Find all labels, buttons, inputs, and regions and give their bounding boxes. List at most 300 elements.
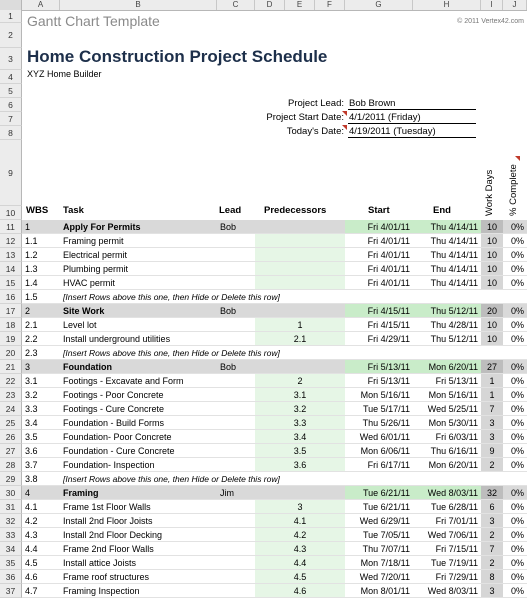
lead-cell[interactable]: Bob xyxy=(220,361,237,372)
task-cell[interactable]: [Insert Rows above this one, then Hide or Delete this row] xyxy=(63,347,280,358)
column-header-f[interactable]: F xyxy=(315,0,345,10)
select-all-corner[interactable] xyxy=(0,0,22,10)
start-date-cell[interactable]: Wed 6/01/11 xyxy=(359,431,410,442)
task-cell[interactable]: HVAC permit xyxy=(63,277,115,288)
row-cells xyxy=(22,402,527,416)
comment-indicator-icon[interactable] xyxy=(342,111,347,116)
lead-cell[interactable] xyxy=(217,514,255,527)
start-date-cell[interactable]: Thu 5/26/11 xyxy=(362,417,410,428)
row-cells xyxy=(22,262,527,276)
wbs-cell[interactable]: 3.1 xyxy=(25,375,38,386)
end-date-cell[interactable]: Thu 4/14/11 xyxy=(430,277,478,288)
row-number[interactable]: 15 xyxy=(0,276,22,290)
row-number[interactable]: 6 xyxy=(0,98,22,112)
row-number[interactable]: 16 xyxy=(0,290,22,304)
predecessors-cell[interactable]: 3.2 xyxy=(255,402,345,415)
predecessors-cell[interactable] xyxy=(255,234,345,247)
wbs-cell[interactable]: 4.1 xyxy=(25,501,38,512)
row-cells xyxy=(22,290,527,304)
wbs-cell[interactable]: 2.1 xyxy=(25,319,38,330)
end-date-cell[interactable]: Tue 7/19/11 xyxy=(430,557,478,568)
lead-cell[interactable] xyxy=(217,388,255,401)
predecessors-cell[interactable]: 3 xyxy=(255,500,345,513)
wbs-cell[interactable]: 3.8 xyxy=(25,473,38,484)
row-cells xyxy=(22,318,527,332)
percent-complete-cell[interactable]: 0% xyxy=(510,543,524,554)
row-number[interactable]: 9 xyxy=(0,140,22,206)
today-date-field[interactable]: 4/19/2011 (Tuesday) xyxy=(348,126,476,138)
lead-cell[interactable] xyxy=(217,500,255,513)
work-days-cell[interactable]: 6 xyxy=(481,500,503,513)
row-number[interactable]: 5 xyxy=(0,84,22,98)
wbs-cell[interactable]: 4 xyxy=(25,487,31,498)
work-days-cell[interactable]: 10 xyxy=(481,234,503,247)
start-date-cell[interactable]: Tue 6/21/11 xyxy=(345,486,413,499)
end-date-cell[interactable]: Fri 7/29/11 xyxy=(435,571,478,582)
predecessors-cell[interactable]: 4.4 xyxy=(255,556,345,569)
work-days-cell[interactable]: 1 xyxy=(481,374,503,387)
lead-cell[interactable] xyxy=(217,416,255,429)
wbs-cell[interactable]: 2.3 xyxy=(25,347,38,358)
task-cell[interactable]: Site Work xyxy=(63,305,105,316)
start-date-cell[interactable]: Mon 6/06/11 xyxy=(360,445,410,456)
lead-cell[interactable] xyxy=(217,332,255,345)
lead-cell[interactable] xyxy=(217,276,255,289)
percent-complete-cell[interactable]: 0% xyxy=(510,319,524,330)
lead-cell[interactable] xyxy=(217,430,255,443)
percent-complete-cell[interactable]: 0% xyxy=(510,375,524,386)
wbs-cell[interactable]: 2 xyxy=(25,305,31,316)
wbs-cell[interactable]: 3.6 xyxy=(25,445,38,456)
row-number[interactable]: 18 xyxy=(0,318,22,332)
task-row xyxy=(0,542,527,556)
percent-complete-cell[interactable]: 0% xyxy=(510,305,524,316)
row-number[interactable]: 31 xyxy=(0,500,22,514)
column-header-a[interactable]: A xyxy=(22,0,60,10)
start-date-cell[interactable]: Wed 7/20/11 xyxy=(359,571,410,582)
task-cell[interactable]: Frame 1st Floor Walls xyxy=(63,501,151,512)
row-number[interactable]: 21 xyxy=(0,360,22,374)
start-date-cell[interactable]: Mon 7/18/11 xyxy=(360,557,410,568)
task-row xyxy=(0,248,527,262)
column-header-j[interactable]: J xyxy=(503,0,527,10)
task-row xyxy=(0,234,527,248)
end-date-cell[interactable]: Fri 7/15/11 xyxy=(435,543,478,554)
start-date-cell[interactable]: Thu 7/07/11 xyxy=(362,543,410,554)
row-cells xyxy=(22,332,527,346)
wbs-cell[interactable]: 4.4 xyxy=(25,543,38,554)
row-number[interactable]: 14 xyxy=(0,262,22,276)
end-date-cell[interactable]: Thu 5/12/11 xyxy=(413,304,481,317)
row-number[interactable]: 34 xyxy=(0,542,22,556)
end-date-cell[interactable]: Mon 5/16/11 xyxy=(428,389,478,400)
row-number[interactable]: 28 xyxy=(0,458,22,472)
work-days-cell[interactable]: 10 xyxy=(481,318,503,331)
column-header-g[interactable]: G xyxy=(345,0,413,10)
task-cell[interactable]: [Insert Rows above this one, then Hide or Delete this row] xyxy=(63,291,280,302)
predecessors-cell[interactable]: 4.5 xyxy=(255,570,345,583)
predecessors-cell[interactable] xyxy=(255,262,345,275)
sheet-row xyxy=(0,140,527,206)
column-header-e[interactable]: E xyxy=(285,0,315,10)
wbs-cell[interactable]: 4.7 xyxy=(25,585,38,596)
work-days-cell[interactable]: 32 xyxy=(481,486,503,499)
start-date-label: Project Start Date: xyxy=(266,112,344,123)
end-date-cell[interactable]: Wed 7/06/11 xyxy=(427,529,478,540)
column-header-d[interactable]: D xyxy=(255,0,285,10)
row-number[interactable]: 36 xyxy=(0,570,22,584)
row-cells xyxy=(22,542,527,556)
wbs-cell[interactable]: 1.4 xyxy=(25,277,38,288)
percent-complete-cell[interactable]: 0% xyxy=(510,529,524,540)
work-days-cell[interactable]: 8 xyxy=(481,570,503,583)
work-days-cell[interactable]: 1 xyxy=(481,388,503,401)
row-number[interactable]: 29 xyxy=(0,472,22,486)
task-cell[interactable]: Electrical permit xyxy=(63,249,128,260)
lead-cell[interactable] xyxy=(217,234,255,247)
wbs-cell[interactable]: 3.2 xyxy=(25,389,38,400)
task-cell[interactable]: Apply For Permits xyxy=(63,221,141,232)
task-cell[interactable]: Foundation - Build Forms xyxy=(63,417,165,428)
project-lead-label: Project Lead: xyxy=(288,98,344,109)
row-cells xyxy=(22,584,527,598)
wbs-cell[interactable]: 4.2 xyxy=(25,515,38,526)
row-cells xyxy=(22,276,527,290)
predecessors-cell[interactable] xyxy=(255,486,345,499)
predecessors-cell[interactable] xyxy=(255,304,345,317)
row-number[interactable]: 25 xyxy=(0,416,22,430)
work-days-cell[interactable]: 10 xyxy=(481,220,503,233)
row-number[interactable]: 35 xyxy=(0,556,22,570)
percent-complete-cell[interactable]: 0% xyxy=(510,585,524,596)
work-days-cell[interactable]: 9 xyxy=(481,444,503,457)
task-cell[interactable]: Footings - Poor Concrete xyxy=(63,389,164,400)
lead-cell[interactable] xyxy=(217,248,255,261)
work-days-cell[interactable]: 7 xyxy=(481,402,503,415)
task-row xyxy=(0,374,527,388)
predecessors-cell[interactable]: 2.1 xyxy=(255,332,345,345)
start-date-cell[interactable]: Fri 5/13/11 xyxy=(367,375,410,386)
row-number[interactable]: 8 xyxy=(0,126,22,140)
row-number[interactable]: 13 xyxy=(0,248,22,262)
predecessors-cell[interactable] xyxy=(255,276,345,289)
work-days-cell[interactable]: 10 xyxy=(481,276,503,289)
task-cell[interactable]: Frame roof structures xyxy=(63,571,150,582)
task-row xyxy=(0,262,527,276)
lead-cell[interactable] xyxy=(217,318,255,331)
percent-complete-cell[interactable]: 0% xyxy=(510,557,524,568)
lead-cell[interactable]: Bob xyxy=(220,305,237,316)
percent-complete-cell[interactable]: 0% xyxy=(510,221,524,232)
percent-complete-cell[interactable]: 0% xyxy=(510,459,524,470)
header-work-days: Work Days xyxy=(484,169,495,216)
start-date-cell[interactable]: Fri 4/15/11 xyxy=(367,319,410,330)
end-date-cell[interactable]: Wed 8/03/11 xyxy=(413,486,481,499)
task-cell[interactable]: Frame 2nd Floor Walls xyxy=(63,543,154,554)
row-cells xyxy=(22,416,527,430)
column-header-b[interactable]: B xyxy=(60,0,217,10)
lead-cell[interactable]: Jim xyxy=(220,487,234,498)
task-cell[interactable]: Install 2nd Floor Decking xyxy=(63,529,163,540)
row-cells xyxy=(22,304,527,318)
header-percent-complete: % Complete xyxy=(508,164,519,216)
row-number[interactable]: 11 xyxy=(0,220,22,234)
percent-complete-cell[interactable]: 0% xyxy=(510,501,524,512)
task-cell[interactable]: Foundation - Cure Concrete xyxy=(63,445,175,456)
row-number[interactable]: 19 xyxy=(0,332,22,346)
row-number[interactable]: 12 xyxy=(0,234,22,248)
comment-indicator-icon[interactable] xyxy=(515,156,520,161)
wbs-cell[interactable]: 4.6 xyxy=(25,571,38,582)
column-header-i[interactable]: I xyxy=(481,0,503,10)
percent-complete-cell[interactable]: 0% xyxy=(510,403,524,414)
task-cell[interactable]: Install 2nd Floor Joists xyxy=(63,515,153,526)
header-predecessors: Predecessors xyxy=(264,205,327,216)
header-end: End xyxy=(433,205,451,216)
task-cell[interactable]: Foundation xyxy=(63,361,112,372)
task-cell[interactable]: Framing Inspection xyxy=(63,585,140,596)
start-date-cell[interactable]: Tue 7/05/11 xyxy=(362,529,410,540)
percent-complete-cell[interactable]: 0% xyxy=(510,333,524,344)
start-date-cell[interactable]: Fri 4/01/11 xyxy=(345,220,413,233)
start-date-cell[interactable]: Fri 6/17/11 xyxy=(367,459,410,470)
wbs-cell[interactable]: 4.3 xyxy=(25,529,38,540)
predecessors-cell[interactable] xyxy=(255,220,345,233)
header-wbs: WBS xyxy=(26,205,49,216)
end-date-cell[interactable]: Thu 4/14/11 xyxy=(430,235,478,246)
row-cells xyxy=(22,346,527,360)
row-cells xyxy=(22,556,527,570)
wbs-cell[interactable]: 2.2 xyxy=(25,333,38,344)
phase-row xyxy=(0,220,527,234)
lead-cell[interactable] xyxy=(217,584,255,597)
percent-complete-cell[interactable]: 0% xyxy=(510,263,524,274)
predecessors-cell[interactable]: 4.2 xyxy=(255,528,345,541)
end-date-cell[interactable]: Wed 8/03/11 xyxy=(427,585,478,596)
start-date-field[interactable]: 4/1/2011 (Friday) xyxy=(348,112,476,124)
row-number[interactable]: 27 xyxy=(0,444,22,458)
row-number[interactable]: 30 xyxy=(0,486,22,500)
work-days-cell[interactable]: 10 xyxy=(481,332,503,345)
percent-complete-cell[interactable]: 0% xyxy=(510,431,524,442)
end-date-cell[interactable]: Fri 7/01/11 xyxy=(435,515,478,526)
today-date-label: Today's Date: xyxy=(286,126,344,137)
work-days-cell[interactable]: 2 xyxy=(481,528,503,541)
predecessors-cell[interactable]: 3.3 xyxy=(255,416,345,429)
start-date-cell[interactable]: Tue 6/21/11 xyxy=(362,501,410,512)
lead-cell[interactable] xyxy=(217,556,255,569)
end-date-cell[interactable]: Thu 5/12/11 xyxy=(430,333,478,344)
percent-complete-cell[interactable]: 0% xyxy=(510,487,524,498)
project-lead-field[interactable]: Bob Brown xyxy=(348,98,476,110)
task-cell[interactable]: Footings - Excavate and Form xyxy=(63,375,184,386)
work-days-cell[interactable]: 3 xyxy=(481,514,503,527)
comment-indicator-icon[interactable] xyxy=(342,125,347,130)
start-date-cell[interactable]: Fri 5/13/11 xyxy=(345,360,413,373)
end-date-cell[interactable]: Thu 4/14/11 xyxy=(413,220,481,233)
work-days-cell[interactable]: 3 xyxy=(481,416,503,429)
wbs-cell[interactable]: 1.3 xyxy=(25,263,38,274)
wbs-cell[interactable]: 3 xyxy=(25,361,31,372)
row-cells xyxy=(22,458,527,472)
row-number[interactable]: 1 xyxy=(0,10,22,23)
end-date-cell[interactable]: Wed 5/25/11 xyxy=(427,403,478,414)
start-date-cell[interactable]: Tue 5/17/11 xyxy=(362,403,410,414)
row-cells xyxy=(22,248,527,262)
percent-complete-cell[interactable]: 0% xyxy=(510,249,524,260)
work-days-cell[interactable]: 10 xyxy=(481,262,503,275)
lead-cell[interactable] xyxy=(217,458,255,471)
end-date-cell[interactable]: Fri 6/03/11 xyxy=(435,431,478,442)
header-start: Start xyxy=(368,205,390,216)
task-row xyxy=(0,444,527,458)
percent-complete-cell[interactable]: 0% xyxy=(510,361,524,372)
start-date-cell[interactable]: Fri 4/01/11 xyxy=(367,249,410,260)
row-number[interactable]: 32 xyxy=(0,514,22,528)
predecessors-cell[interactable]: 3.1 xyxy=(255,388,345,401)
task-cell[interactable]: Foundation- Inspection xyxy=(63,459,155,470)
row-number[interactable]: 2 xyxy=(0,23,22,48)
task-cell[interactable]: Framing permit xyxy=(63,235,124,246)
header-lead: Lead xyxy=(219,205,242,216)
start-date-cell[interactable]: Wed 6/29/11 xyxy=(359,515,410,526)
row-cells xyxy=(22,220,527,234)
lead-cell[interactable]: Bob xyxy=(220,221,237,232)
work-days-cell[interactable]: 7 xyxy=(481,542,503,555)
row-cells xyxy=(22,374,527,388)
row-number[interactable]: 20 xyxy=(0,346,22,360)
row-number[interactable]: 22 xyxy=(0,374,22,388)
start-date-cell[interactable]: Fri 4/15/11 xyxy=(345,304,413,317)
task-row xyxy=(0,458,527,472)
end-date-cell[interactable]: Thu 4/14/11 xyxy=(430,263,478,274)
task-row xyxy=(0,402,527,416)
work-days-cell[interactable]: 3 xyxy=(481,430,503,443)
sheet-title: Gantt Chart Template xyxy=(27,13,160,29)
predecessors-cell[interactable]: 3.5 xyxy=(255,444,345,457)
predecessors-cell[interactable]: 4.1 xyxy=(255,514,345,527)
wbs-cell[interactable]: 1.2 xyxy=(25,249,38,260)
percent-complete-cell[interactable]: 0% xyxy=(510,389,524,400)
row-cells xyxy=(22,444,527,458)
end-date-cell[interactable]: Thu 4/28/11 xyxy=(430,319,478,330)
start-date-cell[interactable]: Fri 4/01/11 xyxy=(367,235,410,246)
predecessors-cell[interactable] xyxy=(255,248,345,261)
row-number[interactable]: 26 xyxy=(0,430,22,444)
copyright-text: © 2011 Vertex42.com xyxy=(457,18,524,25)
wbs-cell[interactable]: 1.5 xyxy=(25,291,38,302)
predecessors-cell[interactable]: 3.4 xyxy=(255,430,345,443)
column-header-h[interactable]: H xyxy=(413,0,481,10)
lead-cell[interactable] xyxy=(217,570,255,583)
lead-cell[interactable] xyxy=(217,402,255,415)
start-date-cell[interactable]: Fri 4/01/11 xyxy=(367,277,410,288)
row-number[interactable]: 24 xyxy=(0,402,22,416)
row-number[interactable]: 37 xyxy=(0,584,22,598)
column-header-c[interactable]: C xyxy=(217,0,255,10)
lead-cell[interactable] xyxy=(217,444,255,457)
row-number[interactable]: 3 xyxy=(0,48,22,70)
project-title: Home Construction Project Schedule xyxy=(27,47,328,66)
task-cell[interactable]: Foundation- Poor Concrete xyxy=(63,431,172,442)
note-row xyxy=(0,346,527,360)
row-number[interactable]: 23 xyxy=(0,388,22,402)
task-cell[interactable]: Install underground utilities xyxy=(63,333,171,344)
task-row xyxy=(0,388,527,402)
task-row xyxy=(0,332,527,346)
row-number[interactable]: 33 xyxy=(0,528,22,542)
wbs-cell[interactable]: 3.3 xyxy=(25,403,38,414)
row-number[interactable]: 17 xyxy=(0,304,22,318)
end-date-cell[interactable]: Mon 6/20/11 xyxy=(428,459,478,470)
predecessors-cell[interactable]: 4.3 xyxy=(255,542,345,555)
work-days-cell[interactable]: 3 xyxy=(481,584,503,597)
start-date-cell[interactable]: Mon 5/16/11 xyxy=(360,389,410,400)
percent-complete-cell[interactable]: 0% xyxy=(510,571,524,582)
task-cell[interactable]: Level lot xyxy=(63,319,97,330)
task-cell[interactable]: [Insert Rows above this one, then Hide or Delete this row] xyxy=(63,473,280,484)
wbs-cell[interactable]: 3.5 xyxy=(25,431,38,442)
task-cell[interactable]: Plumbing permit xyxy=(63,263,129,274)
wbs-cell[interactable]: 1 xyxy=(25,221,31,232)
task-row xyxy=(0,416,527,430)
wbs-cell[interactable]: 4.5 xyxy=(25,557,38,568)
work-days-cell[interactable]: 2 xyxy=(481,556,503,569)
lead-cell[interactable] xyxy=(217,542,255,555)
work-days-cell[interactable]: 20 xyxy=(481,304,503,317)
work-days-cell[interactable]: 10 xyxy=(481,248,503,261)
predecessors-cell[interactable]: 1 xyxy=(255,318,345,331)
end-date-cell[interactable]: Mon 5/30/11 xyxy=(428,417,478,428)
task-cell[interactable]: Framing xyxy=(63,487,99,498)
predecessors-cell[interactable] xyxy=(255,360,345,373)
wbs-cell[interactable]: 3.7 xyxy=(25,459,38,470)
predecessors-cell[interactable]: 4.6 xyxy=(255,584,345,597)
start-date-cell[interactable]: Fri 4/01/11 xyxy=(367,263,410,274)
wbs-cell[interactable]: 3.4 xyxy=(25,417,38,428)
end-date-cell[interactable]: Fri 5/13/11 xyxy=(435,375,478,386)
row-number[interactable]: 7 xyxy=(0,112,22,126)
lead-cell[interactable] xyxy=(217,262,255,275)
percent-complete-cell[interactable]: 0% xyxy=(510,235,524,246)
end-date-cell[interactable]: Mon 6/20/11 xyxy=(413,360,481,373)
start-date-cell[interactable]: Mon 8/01/11 xyxy=(360,585,410,596)
task-cell[interactable]: Footings - Cure Concrete xyxy=(63,403,165,414)
row-number[interactable]: 10 xyxy=(0,206,22,220)
percent-complete-cell[interactable]: 0% xyxy=(510,445,524,456)
end-date-cell[interactable]: Tue 6/28/11 xyxy=(430,501,478,512)
lead-cell[interactable] xyxy=(217,374,255,387)
row-cells xyxy=(22,570,527,584)
row-cells xyxy=(22,528,527,542)
end-date-cell[interactable]: Thu 6/16/11 xyxy=(430,445,478,456)
predecessors-cell[interactable]: 2 xyxy=(255,374,345,387)
work-days-cell[interactable]: 2 xyxy=(481,458,503,471)
end-date-cell[interactable]: Thu 4/14/11 xyxy=(430,249,478,260)
percent-complete-cell[interactable]: 0% xyxy=(510,417,524,428)
row-cells xyxy=(22,234,527,248)
percent-complete-cell[interactable]: 0% xyxy=(510,277,524,288)
task-cell[interactable]: Install attice Joists xyxy=(63,557,137,568)
percent-complete-cell[interactable]: 0% xyxy=(510,515,524,526)
row-cells xyxy=(22,472,527,486)
row-number[interactable]: 4 xyxy=(0,70,22,84)
wbs-cell[interactable]: 1.1 xyxy=(25,235,38,246)
work-days-cell[interactable]: 27 xyxy=(481,360,503,373)
lead-cell[interactable] xyxy=(217,528,255,541)
predecessors-cell[interactable]: 3.6 xyxy=(255,458,345,471)
start-date-cell[interactable]: Fri 4/29/11 xyxy=(367,333,410,344)
